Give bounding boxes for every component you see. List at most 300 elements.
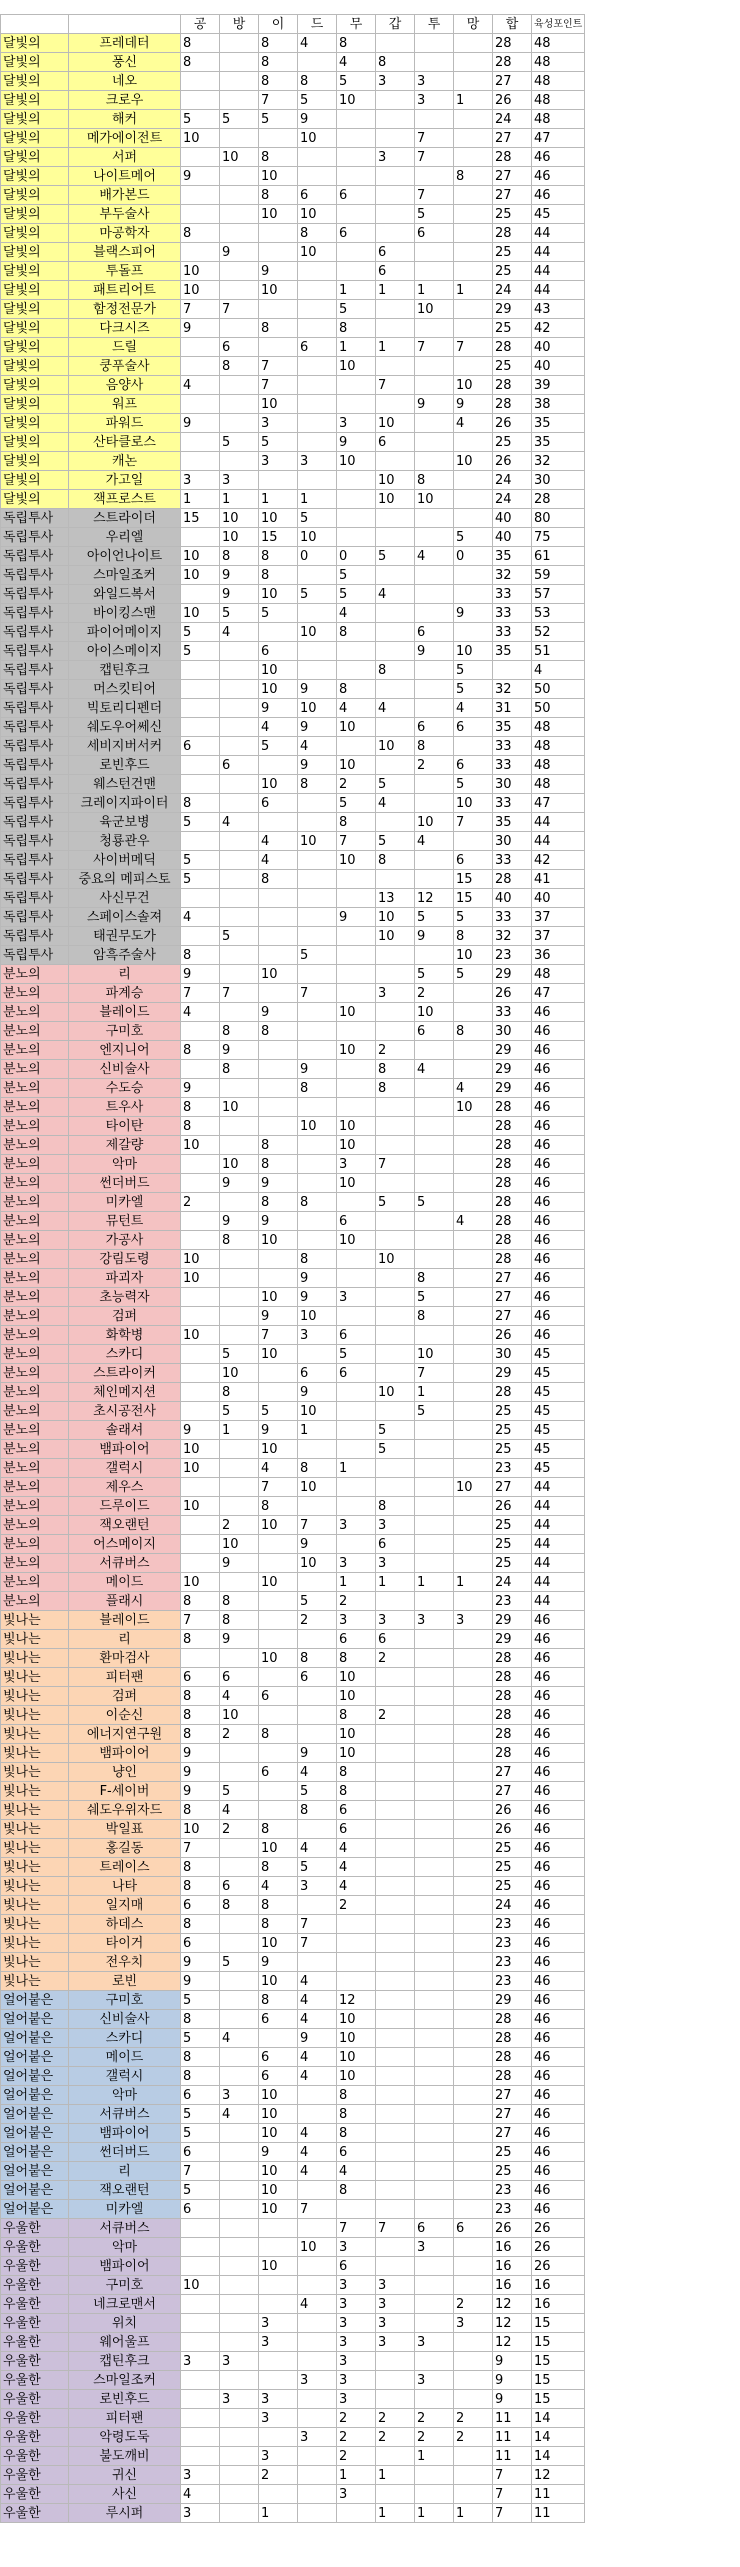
stat-cell: 5 bbox=[415, 908, 454, 927]
stat-cell bbox=[454, 1706, 493, 1725]
stat-cell bbox=[298, 813, 337, 832]
name-cell: 청룡관우 bbox=[69, 832, 181, 851]
stat-cell bbox=[220, 2257, 259, 2276]
table-row bbox=[1, 1459, 585, 1478]
stat-cell: 9 bbox=[181, 1972, 220, 1991]
growth-points-cell: 48 bbox=[532, 775, 585, 794]
group-cell: 얼어붙은 bbox=[1, 2010, 69, 2029]
stat-cell bbox=[298, 889, 337, 908]
stat-cell: 8 bbox=[298, 1250, 337, 1269]
stat-cell bbox=[220, 34, 259, 53]
stat-cell: 3 bbox=[259, 452, 298, 471]
table-row bbox=[1, 889, 585, 908]
stat-cell: 4 bbox=[376, 794, 415, 813]
table-row bbox=[1, 1231, 585, 1250]
stat-cell: 5 bbox=[181, 110, 220, 129]
stat-cell bbox=[376, 2048, 415, 2067]
stat-cell: 9 bbox=[181, 414, 220, 433]
stat-cell bbox=[220, 1744, 259, 1763]
total-cell: 28 bbox=[493, 1744, 532, 1763]
stat-cell: 3 bbox=[415, 91, 454, 110]
stat-cell: 8 bbox=[298, 1079, 337, 1098]
stat-cell: 5 bbox=[337, 300, 376, 319]
stat-cell bbox=[298, 1896, 337, 1915]
stat-cell: 2 bbox=[337, 2409, 376, 2428]
stat-cell bbox=[259, 300, 298, 319]
stat-cell bbox=[298, 357, 337, 376]
table-row bbox=[1, 1535, 585, 1554]
group-cell: 얼어붙은 bbox=[1, 2105, 69, 2124]
stat-cell: 5 bbox=[337, 1345, 376, 1364]
group-cell: 분노의 bbox=[1, 1592, 69, 1611]
stat-cell: 8 bbox=[337, 2181, 376, 2200]
stat-cell: 10 bbox=[454, 794, 493, 813]
name-cell: 웨스턴건맨 bbox=[69, 775, 181, 794]
group-cell: 분노의 bbox=[1, 1269, 69, 1288]
group-cell: 달빛의 bbox=[1, 53, 69, 72]
stat-cell: 1 bbox=[415, 1383, 454, 1402]
stat-cell bbox=[376, 34, 415, 53]
growth-points-cell: 12 bbox=[532, 2466, 585, 2485]
stat-cell: 10 bbox=[259, 1345, 298, 1364]
table-row bbox=[1, 2143, 585, 2162]
growth-points-cell: 46 bbox=[532, 1307, 585, 1326]
growth-points-cell: 46 bbox=[532, 148, 585, 167]
name-cell: 다크시즈 bbox=[69, 319, 181, 338]
stat-cell bbox=[337, 889, 376, 908]
stat-cell bbox=[376, 110, 415, 129]
total-cell: 30 bbox=[493, 832, 532, 851]
group-cell: 분노의 bbox=[1, 1136, 69, 1155]
table-row bbox=[1, 433, 585, 452]
stat-cell bbox=[415, 1668, 454, 1687]
stat-cell bbox=[454, 1307, 493, 1326]
name-cell: 트레이스 bbox=[69, 1858, 181, 1877]
total-cell: 33 bbox=[493, 908, 532, 927]
growth-points-cell: 46 bbox=[532, 1060, 585, 1079]
growth-points-cell: 46 bbox=[532, 1820, 585, 1839]
stat-cell bbox=[220, 718, 259, 737]
stat-cell bbox=[337, 528, 376, 547]
table-row bbox=[1, 1421, 585, 1440]
stat-cell bbox=[337, 1440, 376, 1459]
stat-cell: 10 bbox=[298, 832, 337, 851]
group-cell: 분노의 bbox=[1, 1573, 69, 1592]
stat-cell bbox=[220, 1269, 259, 1288]
stat-cell bbox=[337, 1307, 376, 1326]
stat-cell: 9 bbox=[259, 1212, 298, 1231]
group-cell: 우울한 bbox=[1, 2428, 69, 2447]
name-cell: 스카디 bbox=[69, 1345, 181, 1364]
stat-cell bbox=[298, 1345, 337, 1364]
stat-cell: 3 bbox=[259, 414, 298, 433]
stat-cell: 10 bbox=[337, 2048, 376, 2067]
total-cell: 30 bbox=[493, 775, 532, 794]
name-cell: 우리엘 bbox=[69, 528, 181, 547]
stat-cell: 0 bbox=[454, 547, 493, 566]
table-row bbox=[1, 1649, 585, 1668]
name-cell: 패트리어트 bbox=[69, 281, 181, 300]
growth-points-cell: 48 bbox=[532, 965, 585, 984]
stat-cell bbox=[454, 433, 493, 452]
name-cell: 검퍼 bbox=[69, 1687, 181, 1706]
stat-cell bbox=[181, 1231, 220, 1250]
growth-points-cell: 26 bbox=[532, 2257, 585, 2276]
stat-cell bbox=[298, 1231, 337, 1250]
table-row bbox=[1, 737, 585, 756]
stat-cell bbox=[259, 1060, 298, 1079]
stat-cell: 8 bbox=[181, 1915, 220, 1934]
stat-cell: 3 bbox=[337, 414, 376, 433]
growth-points-cell: 32 bbox=[532, 452, 585, 471]
total-cell: 24 bbox=[493, 490, 532, 509]
stat-cell bbox=[415, 661, 454, 680]
name-cell: 구미호 bbox=[69, 1022, 181, 1041]
stat-cell bbox=[376, 1402, 415, 1421]
name-cell: 바이킹스맨 bbox=[69, 604, 181, 623]
stat-cell: 7 bbox=[259, 376, 298, 395]
stat-cell: 8 bbox=[415, 471, 454, 490]
stat-cell: 8 bbox=[259, 1193, 298, 1212]
stat-cell: 9 bbox=[181, 1421, 220, 1440]
growth-points-cell: 61 bbox=[532, 547, 585, 566]
group-cell: 독립투사 bbox=[1, 813, 69, 832]
total-cell: 27 bbox=[493, 1478, 532, 1497]
stat-cell: 3 bbox=[454, 1611, 493, 1630]
table-row bbox=[1, 452, 585, 471]
name-cell: 스마일조커 bbox=[69, 2371, 181, 2390]
name-cell: 파워드 bbox=[69, 414, 181, 433]
stat-cell bbox=[376, 528, 415, 547]
stat-cell bbox=[454, 2010, 493, 2029]
stat-cell bbox=[415, 1706, 454, 1725]
stat-cell: 4 bbox=[220, 623, 259, 642]
stat-cell: 10 bbox=[415, 490, 454, 509]
stat-cell bbox=[337, 2504, 376, 2523]
stat-cell: 4 bbox=[259, 718, 298, 737]
name-cell: 피터팬 bbox=[69, 1668, 181, 1687]
growth-points-cell: 48 bbox=[532, 91, 585, 110]
stat-cell bbox=[220, 1459, 259, 1478]
stat-cell bbox=[298, 1003, 337, 1022]
stat-cell: 1 bbox=[376, 2466, 415, 2485]
stat-cell: 8 bbox=[220, 1383, 259, 1402]
stat-cell bbox=[376, 2124, 415, 2143]
growth-points-cell: 35 bbox=[532, 414, 585, 433]
stat-cell bbox=[454, 1383, 493, 1402]
table-row bbox=[1, 2010, 585, 2029]
stat-cell bbox=[181, 72, 220, 91]
stat-cell: 10 bbox=[376, 471, 415, 490]
name-cell: 아이언나이트 bbox=[69, 547, 181, 566]
stat-cell bbox=[181, 1022, 220, 1041]
name-cell: 잭오랜턴 bbox=[69, 1516, 181, 1535]
stat-cell: 8 bbox=[181, 1592, 220, 1611]
stat-cell bbox=[220, 1288, 259, 1307]
growth-points-cell: 11 bbox=[532, 2504, 585, 2523]
table-row bbox=[1, 2333, 585, 2352]
stat-cell bbox=[376, 1725, 415, 1744]
stat-cell bbox=[454, 2238, 493, 2257]
table-row bbox=[1, 2314, 585, 2333]
stat-cell bbox=[454, 2276, 493, 2295]
group-cell: 달빛의 bbox=[1, 281, 69, 300]
stat-cell bbox=[259, 1117, 298, 1136]
stat-cell: 4 bbox=[454, 1079, 493, 1098]
stat-cell: 6 bbox=[337, 1212, 376, 1231]
name-cell: 체인메지션 bbox=[69, 1383, 181, 1402]
stat-cell bbox=[454, 1972, 493, 1991]
name-cell: 악마 bbox=[69, 2086, 181, 2105]
name-cell: 파이어메이지 bbox=[69, 623, 181, 642]
stat-cell bbox=[415, 2162, 454, 2181]
stat-cell: 6 bbox=[337, 1820, 376, 1839]
growth-points-cell: 45 bbox=[532, 1421, 585, 1440]
stat-cell: 3 bbox=[376, 148, 415, 167]
stat-cell: 10 bbox=[181, 1573, 220, 1592]
total-cell: 28 bbox=[493, 376, 532, 395]
stat-cell bbox=[259, 889, 298, 908]
total-cell: 25 bbox=[493, 1421, 532, 1440]
stat-cell bbox=[337, 1079, 376, 1098]
stat-cell bbox=[337, 1535, 376, 1554]
stat-cell: 6 bbox=[220, 338, 259, 357]
stat-cell bbox=[298, 2504, 337, 2523]
stat-cell bbox=[298, 870, 337, 889]
stat-cell: 8 bbox=[337, 680, 376, 699]
stat-cell bbox=[415, 509, 454, 528]
stat-cell: 8 bbox=[220, 1592, 259, 1611]
growth-points-cell: 46 bbox=[532, 1212, 585, 1231]
stat-cell bbox=[181, 1478, 220, 1497]
stat-cell: 8 bbox=[298, 1649, 337, 1668]
name-cell: 리 bbox=[69, 1630, 181, 1649]
stat-cell: 3 bbox=[376, 2314, 415, 2333]
stat-cell bbox=[415, 1630, 454, 1649]
stat-cell bbox=[376, 1136, 415, 1155]
stat-cell: 4 bbox=[415, 832, 454, 851]
stat-cell bbox=[454, 832, 493, 851]
stat-cell: 10 bbox=[376, 737, 415, 756]
stat-cell: 8 bbox=[298, 1193, 337, 1212]
name-cell: 강림도령 bbox=[69, 1250, 181, 1269]
stat-cell: 8 bbox=[259, 186, 298, 205]
total-cell: 7 bbox=[493, 2485, 532, 2504]
stat-cell bbox=[298, 395, 337, 414]
group-cell: 우울한 bbox=[1, 2238, 69, 2257]
stat-cell: 1 bbox=[220, 490, 259, 509]
growth-points-cell: 46 bbox=[532, 1098, 585, 1117]
stat-cell: 4 bbox=[454, 1212, 493, 1231]
total-cell: 24 bbox=[493, 1573, 532, 1592]
total-cell: 27 bbox=[493, 2124, 532, 2143]
stat-cell: 10 bbox=[259, 775, 298, 794]
total-cell: 28 bbox=[493, 1687, 532, 1706]
stat-cell bbox=[454, 243, 493, 262]
stat-cell: 6 bbox=[454, 718, 493, 737]
stat-cell: 10 bbox=[259, 1839, 298, 1858]
stat-cell: 9 bbox=[220, 566, 259, 585]
group-cell: 분노의 bbox=[1, 1212, 69, 1231]
stat-cell: 5 bbox=[220, 1953, 259, 1972]
stat-cell: 5 bbox=[181, 813, 220, 832]
name-cell: 프레데터 bbox=[69, 34, 181, 53]
table-row bbox=[1, 148, 585, 167]
name-cell: 이순신 bbox=[69, 1706, 181, 1725]
group-cell: 달빛의 bbox=[1, 205, 69, 224]
stat-cell bbox=[298, 1953, 337, 1972]
stat-cell: 5 bbox=[415, 965, 454, 984]
stat-cell: 3 bbox=[337, 1288, 376, 1307]
name-cell: 악마 bbox=[69, 1155, 181, 1174]
stat-cell bbox=[259, 2371, 298, 2390]
stat-cell: 10 bbox=[181, 281, 220, 300]
total-cell: 27 bbox=[493, 129, 532, 148]
group-cell: 독립투사 bbox=[1, 528, 69, 547]
stat-cell: 9 bbox=[181, 1079, 220, 1098]
stat-cell: 9 bbox=[298, 1383, 337, 1402]
name-cell: 블랙스피어 bbox=[69, 243, 181, 262]
stat-cell: 3 bbox=[376, 2295, 415, 2314]
growth-points-cell: 46 bbox=[532, 1326, 585, 1345]
total-cell: 27 bbox=[493, 167, 532, 186]
group-cell: 독립투사 bbox=[1, 585, 69, 604]
stat-cell bbox=[454, 2067, 493, 2086]
stat-cell: 15 bbox=[454, 889, 493, 908]
stat-cell bbox=[259, 1592, 298, 1611]
stat-cell bbox=[337, 1402, 376, 1421]
group-cell: 달빛의 bbox=[1, 72, 69, 91]
name-cell: 가고일 bbox=[69, 471, 181, 490]
stat-cell bbox=[220, 1079, 259, 1098]
name-cell: 귀신 bbox=[69, 2466, 181, 2485]
table-row bbox=[1, 490, 585, 509]
stat-cell: 4 bbox=[376, 585, 415, 604]
growth-points-cell: 46 bbox=[532, 1174, 585, 1193]
growth-points-cell: 44 bbox=[532, 1592, 585, 1611]
stat-cell: 12 bbox=[415, 889, 454, 908]
stat-cell bbox=[415, 1744, 454, 1763]
table-row bbox=[1, 1155, 585, 1174]
stat-cell bbox=[376, 718, 415, 737]
growth-points-cell: 46 bbox=[532, 1003, 585, 1022]
stat-cell bbox=[220, 376, 259, 395]
growth-points-cell: 45 bbox=[532, 1459, 585, 1478]
name-cell: 서큐버스 bbox=[69, 2105, 181, 2124]
stat-cell bbox=[454, 34, 493, 53]
group-cell: 달빛의 bbox=[1, 34, 69, 53]
stat-cell bbox=[415, 1535, 454, 1554]
stat-cell: 10 bbox=[376, 927, 415, 946]
stat-cell bbox=[259, 2295, 298, 2314]
stat-cell: 3 bbox=[298, 452, 337, 471]
group-cell: 우울한 bbox=[1, 2219, 69, 2238]
stat-cell bbox=[337, 376, 376, 395]
growth-points-cell: 45 bbox=[532, 1440, 585, 1459]
stat-cell: 10 bbox=[259, 509, 298, 528]
stat-cell bbox=[376, 1991, 415, 2010]
group-cell: 독립투사 bbox=[1, 851, 69, 870]
header-row bbox=[1, 15, 585, 34]
stat-cell bbox=[298, 908, 337, 927]
growth-points-cell: 15 bbox=[532, 2390, 585, 2409]
stat-cell: 3 bbox=[220, 2390, 259, 2409]
stat-cell: 6 bbox=[337, 2257, 376, 2276]
stat-cell bbox=[376, 1212, 415, 1231]
table-row bbox=[1, 1782, 585, 1801]
name-cell: 스트라이더 bbox=[69, 509, 181, 528]
table-row bbox=[1, 1364, 585, 1383]
stat-cell: 1 bbox=[454, 91, 493, 110]
group-cell: 독립투사 bbox=[1, 756, 69, 775]
stat-cell bbox=[259, 756, 298, 775]
table-row bbox=[1, 1288, 585, 1307]
name-cell: 로빈 bbox=[69, 1972, 181, 1991]
table-row bbox=[1, 110, 585, 129]
stat-cell: 4 bbox=[259, 1877, 298, 1896]
name-cell: 웨어울프 bbox=[69, 2333, 181, 2352]
stat-cell: 10 bbox=[181, 1497, 220, 1516]
stat-cell bbox=[220, 794, 259, 813]
stat-cell bbox=[298, 2333, 337, 2352]
stat-cell bbox=[454, 110, 493, 129]
stat-cell bbox=[220, 2181, 259, 2200]
stat-cell bbox=[454, 490, 493, 509]
stat-cell bbox=[298, 2276, 337, 2295]
stat-cell bbox=[220, 186, 259, 205]
stat-cell bbox=[415, 2048, 454, 2067]
growth-points-cell: 48 bbox=[532, 110, 585, 129]
stat-cell: 5 bbox=[259, 110, 298, 129]
stat-cell: 1 bbox=[259, 2504, 298, 2523]
stat-cell: 10 bbox=[220, 1364, 259, 1383]
stat-cell: 5 bbox=[298, 1592, 337, 1611]
stat-cell: 10 bbox=[220, 1535, 259, 1554]
table-row bbox=[1, 794, 585, 813]
stat-cell bbox=[298, 414, 337, 433]
growth-points-cell: 46 bbox=[532, 1706, 585, 1725]
name-cell: 마공학자 bbox=[69, 224, 181, 243]
growth-points-cell: 44 bbox=[532, 281, 585, 300]
total-cell: 27 bbox=[493, 1307, 532, 1326]
group-cell: 빛나는 bbox=[1, 1706, 69, 1725]
stat-cell bbox=[415, 2029, 454, 2048]
stat-cell bbox=[337, 129, 376, 148]
stat-cell bbox=[454, 357, 493, 376]
stat-cell bbox=[454, 2371, 493, 2390]
stat-cell: 7 bbox=[181, 1839, 220, 1858]
name-cell: 암흑주술사 bbox=[69, 946, 181, 965]
table-row bbox=[1, 1269, 585, 1288]
stat-cell bbox=[376, 509, 415, 528]
total-cell: 9 bbox=[493, 2352, 532, 2371]
group-cell: 독립투사 bbox=[1, 927, 69, 946]
name-cell: 썬더버드 bbox=[69, 1174, 181, 1193]
column-header: 드 bbox=[298, 15, 337, 34]
stat-cell: 6 bbox=[259, 794, 298, 813]
stat-cell bbox=[181, 2447, 220, 2466]
growth-points-cell: 46 bbox=[532, 186, 585, 205]
table-row bbox=[1, 1896, 585, 1915]
stat-cell bbox=[415, 1421, 454, 1440]
stat-cell: 10 bbox=[181, 1326, 220, 1345]
table-row bbox=[1, 1041, 585, 1060]
stat-cell bbox=[220, 2333, 259, 2352]
total-cell: 7 bbox=[493, 2504, 532, 2523]
growth-points-cell: 46 bbox=[532, 1896, 585, 1915]
total-cell: 28 bbox=[493, 1231, 532, 1250]
stat-cell bbox=[337, 2200, 376, 2219]
